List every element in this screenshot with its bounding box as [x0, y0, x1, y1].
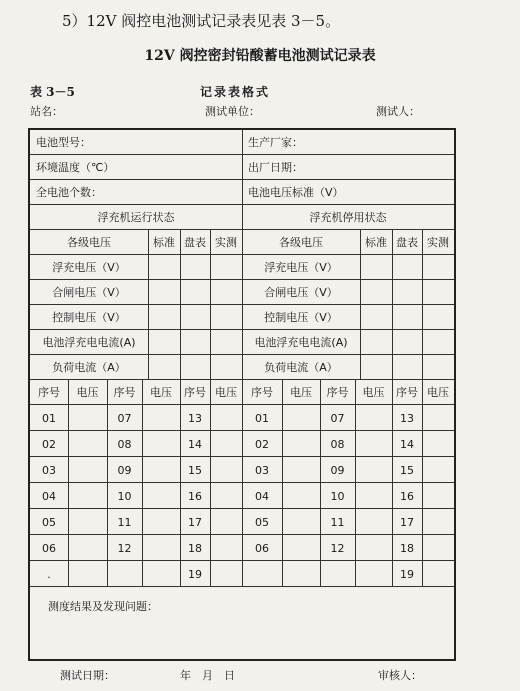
column-divider [210, 509, 211, 534]
column-divider [392, 305, 393, 329]
column-divider [68, 535, 69, 560]
sequence-number: 07 [330, 411, 345, 425]
record-column-header: 电压 [290, 386, 312, 399]
column-divider [142, 483, 143, 508]
column-divider [282, 509, 283, 534]
sequence-number: 15 [188, 463, 202, 477]
record-row [30, 431, 454, 457]
column-divider [392, 280, 393, 304]
column-divider [148, 305, 149, 329]
sequence-number: 16 [188, 489, 202, 503]
column-divider [282, 535, 283, 560]
test-date-label: 测试日期： [60, 669, 115, 682]
column-divider [360, 355, 361, 379]
sequence-number: 03 [42, 463, 56, 477]
column-divider [210, 255, 211, 279]
column-divider [210, 330, 211, 354]
column-divider [242, 561, 243, 586]
column-divider [242, 280, 243, 304]
record-column-header: 序号 [251, 386, 273, 399]
voltage-item-label: 电池浮充电电流(A) [254, 336, 348, 349]
column-divider [180, 330, 181, 354]
sequence-number: 02 [255, 437, 269, 451]
column-divider [210, 280, 211, 304]
column-divider [422, 280, 423, 304]
column-divider [422, 255, 423, 279]
voltage-column-header: 标准 [365, 236, 387, 249]
column-divider [68, 509, 69, 534]
sequence-number: 01 [42, 411, 56, 425]
column-divider [282, 561, 283, 586]
voltage-column-header: 各级电压 [67, 236, 111, 249]
column-divider [142, 509, 143, 534]
float-stopped-state-label: 浮充机停用状态 [309, 211, 387, 224]
info-label: 电池型号： [36, 136, 91, 149]
record-column-header: 电压 [150, 386, 172, 399]
column-divider [355, 535, 356, 560]
column-divider [148, 255, 149, 279]
column-divider [242, 255, 243, 279]
record-row [30, 457, 454, 483]
record-header-row [30, 380, 454, 405]
sequence-number: 13 [188, 411, 202, 425]
table-title: 12V 阀控密封铅酸蓄电池测试记录表 [144, 48, 376, 64]
column-divider [360, 280, 361, 304]
column-divider [142, 431, 143, 456]
column-divider [242, 355, 243, 379]
column-divider [282, 483, 283, 508]
tester-label: 测试人： [376, 105, 420, 118]
column-divider [210, 355, 211, 379]
record-row [30, 509, 454, 535]
column-divider [422, 457, 423, 482]
column-divider [242, 230, 243, 254]
column-divider [180, 280, 181, 304]
record-column-header: 电压 [76, 386, 99, 399]
column-divider [392, 330, 393, 354]
voltage-item-label: 控制电压（V） [52, 311, 126, 324]
record-form-table [28, 128, 456, 661]
voltage-item-row [30, 330, 454, 355]
column-divider [360, 305, 361, 329]
column-divider [210, 431, 211, 456]
info-label: 电池电压标准（V） [248, 186, 344, 199]
column-divider [355, 509, 356, 534]
sequence-number: . [47, 567, 51, 581]
record-column-header: 序号 [38, 386, 60, 399]
sequence-number: 19 [188, 567, 202, 581]
sequence-number: 07 [117, 411, 132, 425]
column-divider [422, 535, 423, 560]
column-divider [107, 561, 108, 586]
column-divider [422, 405, 423, 430]
record-row [30, 535, 454, 561]
column-divider [180, 355, 181, 379]
info-label: 环境温度（℃） [36, 161, 115, 174]
sequence-number: 17 [400, 515, 414, 529]
sequence-number: 18 [188, 541, 202, 555]
results-label: 测度结果及发现问题： [48, 600, 158, 613]
record-column-header: 序号 [113, 386, 136, 399]
column-divider [355, 457, 356, 482]
column-divider [210, 405, 211, 430]
record-column-header: 序号 [326, 386, 349, 399]
column-divider [282, 457, 283, 482]
column-divider [355, 561, 356, 586]
sequence-number: 04 [42, 489, 56, 503]
column-divider [392, 255, 393, 279]
column-divider [422, 355, 423, 379]
column-divider [210, 305, 211, 329]
sequence-number: 10 [117, 489, 132, 503]
date-ymd-label: 年 月 日 [180, 669, 235, 682]
column-divider [148, 280, 149, 304]
column-divider [68, 561, 69, 586]
voltage-item-row [30, 255, 454, 280]
sequence-number: 11 [117, 515, 132, 529]
info-row [30, 180, 454, 205]
column-divider [210, 535, 211, 560]
sequence-number: 18 [400, 541, 414, 555]
column-divider [68, 431, 69, 456]
column-divider [355, 431, 356, 456]
sequence-number: 02 [42, 437, 56, 451]
sequence-number: 03 [255, 463, 269, 477]
voltage-item-label: 合闸电压（V） [264, 286, 338, 299]
record-row [30, 483, 454, 509]
sequence-number: 19 [400, 567, 414, 581]
sequence-number: 17 [188, 515, 202, 529]
voltage-column-header: 盘表 [396, 236, 418, 249]
sequence-number: 14 [188, 437, 202, 451]
sequence-number: 08 [117, 437, 132, 451]
column-divider [422, 561, 423, 586]
station-label: 站名： [30, 105, 63, 118]
table-caption: 记录表格式 [199, 85, 270, 99]
sequence-number: 10 [330, 489, 345, 503]
info-row [30, 130, 454, 155]
column-divider [355, 483, 356, 508]
voltage-item-row [30, 305, 454, 330]
column-divider [422, 431, 423, 456]
column-divider [360, 255, 361, 279]
column-divider [68, 457, 69, 482]
sequence-number: 12 [117, 541, 132, 555]
info-label: 全电池个数： [36, 186, 102, 199]
voltage-header-row [30, 230, 454, 255]
column-divider [210, 483, 211, 508]
column-divider [68, 483, 69, 508]
column-divider [148, 355, 149, 379]
column-divider [360, 330, 361, 354]
column-divider [242, 305, 243, 329]
column-divider [68, 405, 69, 430]
voltage-column-header: 标准 [153, 236, 175, 249]
voltage-column-header: 盘表 [184, 236, 206, 249]
reviewer-label: 审核人： [378, 669, 422, 682]
sequence-number: 11 [330, 515, 345, 529]
sequence-number: 05 [255, 515, 269, 529]
column-divider [180, 305, 181, 329]
record-column-header: 电压 [362, 386, 385, 399]
voltage-item-label: 负荷电流（A） [52, 361, 126, 374]
record-row [30, 405, 454, 431]
table-number: 表 3－5 [30, 85, 75, 99]
column-divider [242, 330, 243, 354]
record-column-header: 序号 [396, 386, 418, 399]
sequence-number: 09 [117, 463, 132, 477]
voltage-column-header: 实测 [215, 236, 237, 249]
voltage-item-row [30, 355, 454, 380]
voltage-item-label: 电池浮充电电流(A) [42, 336, 136, 349]
sequence-number: 13 [400, 411, 414, 425]
sequence-number: 12 [330, 541, 345, 555]
column-divider [422, 509, 423, 534]
column-divider [282, 405, 283, 430]
info-row [30, 155, 454, 180]
voltage-item-label: 控制电压（V） [264, 311, 338, 324]
column-divider [210, 457, 211, 482]
sequence-number: 05 [42, 515, 56, 529]
sequence-number: 06 [255, 541, 269, 555]
column-divider [422, 330, 423, 354]
column-divider [422, 483, 423, 508]
column-divider [242, 130, 243, 154]
voltage-item-label: 浮充电压（V） [264, 261, 338, 274]
column-divider [422, 305, 423, 329]
voltage-column-header: 实测 [427, 236, 449, 249]
voltage-column-header: 各级电压 [279, 236, 323, 249]
float-running-state-label: 浮充机运行状态 [97, 211, 175, 224]
column-divider [282, 431, 283, 456]
sequence-number: 16 [400, 489, 414, 503]
sequence-number: 08 [330, 437, 345, 451]
sequence-number: 14 [400, 437, 414, 451]
voltage-item-label: 负荷电流（A） [264, 361, 338, 374]
record-row [30, 561, 454, 587]
state-header-row [30, 205, 454, 230]
record-column-header: 序号 [184, 386, 206, 399]
sequence-number: 15 [400, 463, 414, 477]
column-divider [142, 457, 143, 482]
voltage-item-label: 合闸电压（V） [52, 286, 126, 299]
sequence-number: 01 [255, 411, 269, 425]
voltage-item-row [30, 280, 454, 305]
sequence-number: 04 [255, 489, 269, 503]
record-column-header: 电压 [427, 386, 449, 399]
sequence-number: 06 [42, 541, 56, 555]
section-heading: 5）12V 阀控电池测试记录表见表 3－5。 [62, 12, 341, 30]
info-label: 生产厂家： [248, 136, 303, 149]
column-divider [142, 561, 143, 586]
column-divider [355, 405, 356, 430]
column-divider [180, 255, 181, 279]
column-divider [242, 180, 243, 204]
test-unit-label: 测试单位： [205, 105, 260, 118]
column-divider [148, 330, 149, 354]
column-divider [392, 355, 393, 379]
voltage-item-label: 浮充电压（V） [52, 261, 126, 274]
sequence-number: 09 [330, 463, 345, 477]
info-label: 出厂日期： [248, 161, 303, 174]
column-divider [142, 405, 143, 430]
column-divider [142, 535, 143, 560]
record-column-header: 电压 [215, 386, 237, 399]
column-divider [320, 561, 321, 586]
column-divider [210, 561, 211, 586]
column-divider [242, 155, 243, 179]
